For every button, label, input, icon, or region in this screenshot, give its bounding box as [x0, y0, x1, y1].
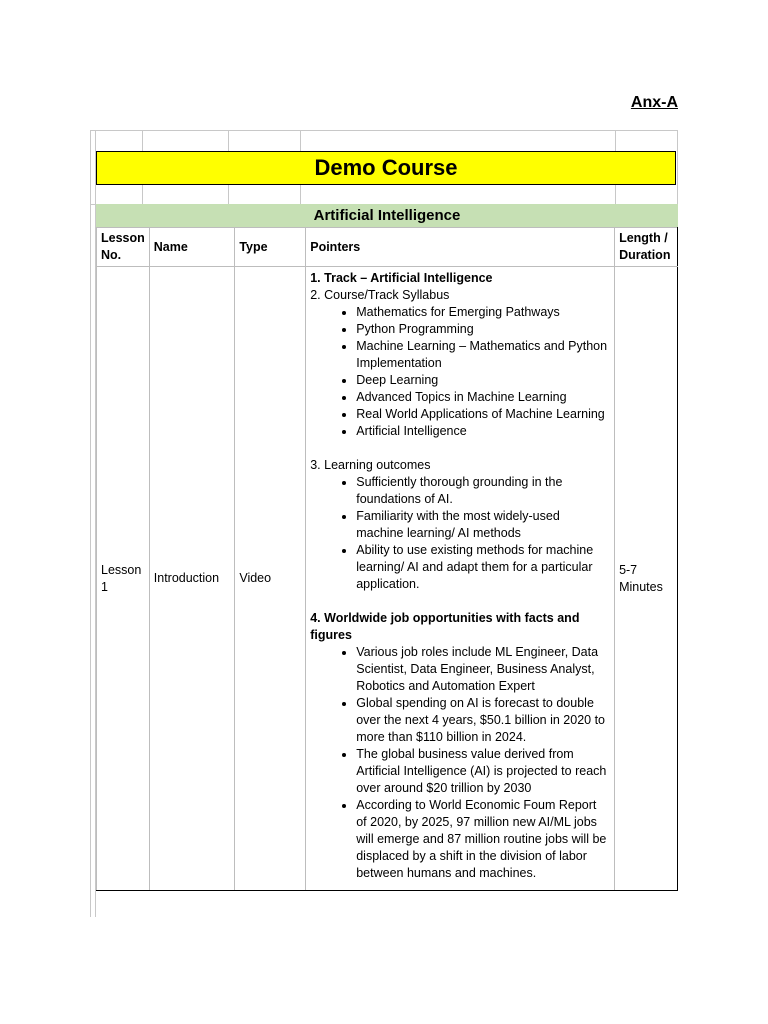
list-item: • Mathematics for Emerging Pathways	[356, 304, 610, 321]
col-header-name: Name	[149, 228, 235, 267]
list-item: • Advanced Topics in Machine Learning	[356, 389, 610, 406]
facts-list	[310, 644, 610, 882]
track-banner	[96, 204, 678, 227]
annex-label: Anx-A	[630, 94, 678, 111]
table-row	[97, 267, 678, 891]
list-item: • Sufficiently thorough grounding in the foundations of AI.	[356, 474, 610, 508]
section-syllabus-heading: 2. Course/Track Syllabus	[310, 288, 450, 302]
course-title-banner	[96, 151, 676, 185]
lesson-type: Video	[235, 267, 306, 891]
list-item: • Deep Learning	[356, 372, 610, 389]
list-item: • Familiarity with the most widely-used machine learning/ AI methods	[356, 508, 610, 542]
list-item: • Global spending on AI is forecast to double over the next 4 years, $50.1 billion in 2020 to more than $110 billion in 2024.	[356, 695, 610, 746]
course-sheet	[90, 130, 678, 917]
list-item: • Real World Applications of Machine Learning	[356, 406, 610, 423]
lesson-pointers	[306, 267, 615, 891]
list-item: • Artificial Intelligence	[356, 423, 610, 440]
section-outcomes-heading: 3. Learning outcomes	[310, 458, 431, 472]
lesson-name: Introduction	[149, 267, 235, 891]
syllabus-list	[310, 304, 610, 440]
list-item: • The global business value derived from Artificial Intelligence (AI) is projected to reach over around $20 trillion by 2030	[356, 746, 610, 797]
col-header-pointers: Pointers	[306, 228, 615, 267]
col-header-lesson-no: Lesson No.	[97, 228, 150, 267]
lesson-duration: 5-7 Minutes	[615, 267, 678, 891]
col-header-length: Length / Duration	[615, 228, 678, 267]
course-title: Demo Course	[314, 155, 458, 180]
outcomes-list	[310, 474, 610, 593]
lesson-number: Lesson 1	[97, 267, 150, 891]
list-item: • Machine Learning – Mathematics and Python Implementation	[356, 338, 610, 372]
list-item: • According to World Economic Foum Report of 2020, by 2025, 97 million new AI/ML jobs will emerge and 87 million routine jobs will be displaced by a shift in the division of labor between humans and machines.	[356, 797, 610, 882]
track-title: Artificial Intelligence	[313, 207, 461, 224]
table-header-row	[97, 228, 678, 267]
col-header-type: Type	[235, 228, 306, 267]
lesson-table	[96, 227, 678, 891]
list-item: • Various job roles include ML Engineer, Data Scientist, Data Engineer, Business Analyst, Robotics and Automation Expert	[356, 644, 610, 695]
section-jobs-heading: 4. Worldwide job opportunities with facts and figures	[310, 611, 580, 642]
list-item: • Ability to use existing methods for machine learning/ AI and adapt them for a particular application.	[356, 542, 610, 593]
section-track-heading: 1. Track – Artificial Intelligence	[310, 271, 493, 285]
list-item: • Python Programming	[356, 321, 610, 338]
